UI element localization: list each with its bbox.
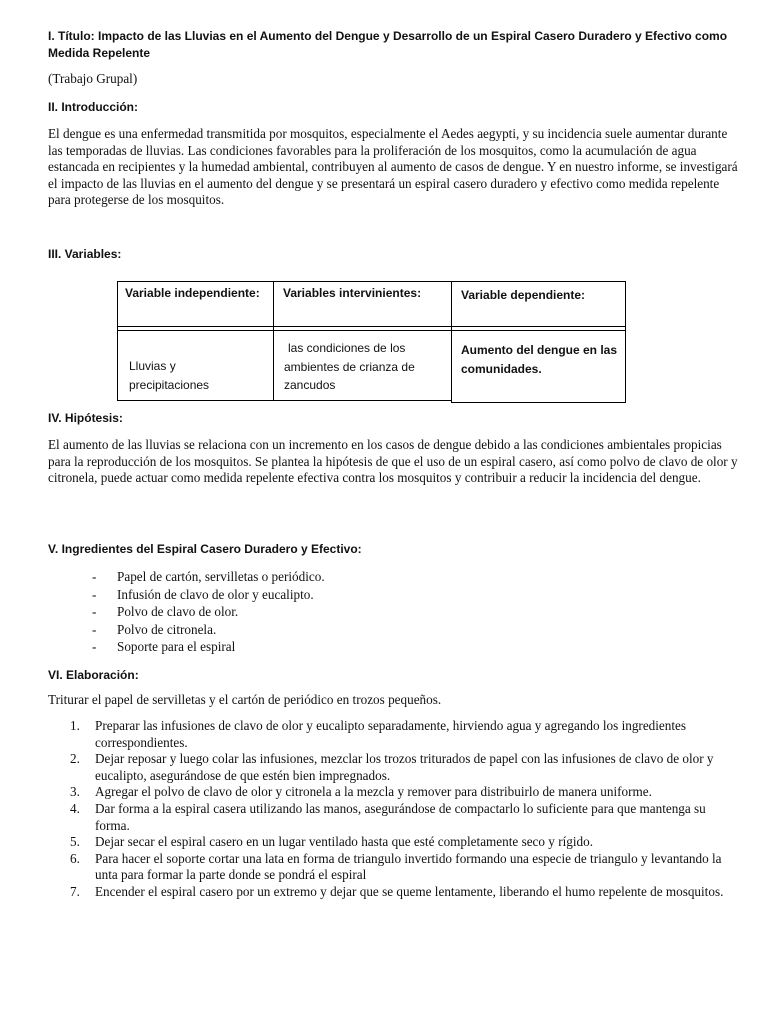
list-item — [70, 718, 740, 751]
step-number: 7. — [70, 883, 80, 899]
step-text: Agregar el polvo de clavo de olor y citronela a la mezcla y remover para distribuirlo de manera uniforme. — [95, 784, 652, 800]
step-text: Encender el espiral casero por un extremo y dejar que se queme lentamente, liberando el humo repelente de mosquitos. — [95, 883, 724, 899]
list-item — [70, 784, 740, 801]
list-item — [70, 834, 740, 851]
step-text: Preparar las infusiones de clavo de olor y eucalipto separadamente, hirviendo agua y agregando los ingredientes correspondientes. — [95, 718, 687, 750]
document-title: I. Título: Impacto de las Lluvias en el Aumento del Dengue y Desarrollo de un Espiral Casero Duradero y Efectivo como Medida Repelente — [48, 29, 728, 60]
ingredients-heading: V. Ingredientes del Espiral Casero Duradero y Efectivo: — [48, 542, 362, 556]
table-border-bottom-right — [452, 402, 626, 403]
table-value-independent: Lluvias y precipitaciones — [129, 359, 210, 392]
list-item — [70, 884, 740, 901]
step-number: 3. — [70, 784, 80, 800]
elaboration-intro: Triturar el papel de servilletas y el cartón de periódico en trozos pequeños. — [48, 692, 442, 707]
table-border-top — [117, 281, 626, 282]
elaboration-heading: VI. Elaboración: — [48, 668, 139, 682]
list-item — [92, 621, 712, 639]
list-item — [92, 638, 712, 656]
step-number: 5. — [70, 834, 80, 850]
variables-table — [117, 281, 626, 403]
list-item-text: Infusión de clavo de olor y eucalipto. — [117, 586, 314, 602]
table-border-mid-upper — [117, 326, 626, 327]
bullet-dash: - — [92, 569, 97, 584]
list-item — [70, 751, 740, 784]
list-item-text: Papel de cartón, servilletas o periódico. — [117, 569, 325, 584]
step-number: 4. — [70, 800, 80, 816]
list-item — [92, 586, 712, 604]
list-item — [92, 568, 712, 586]
step-number: 6. — [70, 850, 80, 866]
list-item-text: Polvo de clavo de olor. — [117, 604, 239, 619]
introduction-heading: II. Introducción: — [48, 100, 138, 114]
table-border-right — [625, 281, 626, 403]
table-border-col1 — [273, 281, 274, 401]
bullet-dash: - — [92, 586, 97, 602]
table-value-dependent: Aumento del dengue en las comunidades. — [461, 343, 618, 376]
bullet-dash: - — [92, 604, 97, 619]
ingredients-list — [92, 568, 712, 656]
table-value-intervening: las condiciones de los ambientes de crianza de zancudos — [284, 341, 415, 392]
step-text: Dejar reposar y luego colar las infusiones, mezclar los trozos triturados de papel con las infusiones de clavo de olor y eucalipto, asegurándose de que estén bien impregnados. — [95, 751, 714, 783]
list-item — [70, 801, 740, 834]
bullet-dash: - — [92, 621, 97, 637]
table-border-bottom-left — [117, 400, 452, 401]
list-item-text: Soporte para el espiral — [117, 639, 236, 654]
table-header-dependent: Variable dependiente: — [461, 288, 586, 302]
variables-heading: III. Variables: — [48, 247, 122, 261]
elaboration-steps — [70, 718, 740, 901]
table-border-col2 — [451, 281, 452, 403]
bullet-dash: - — [92, 639, 97, 654]
document-subtitle: (Trabajo Grupal) — [48, 71, 138, 86]
table-header-intervening: Variables intervinientes: — [283, 286, 422, 300]
list-item-text: Polvo de citronela. — [117, 621, 217, 637]
list-item — [92, 603, 712, 621]
step-number: 2. — [70, 751, 80, 767]
step-text: Para hacer el soporte cortar una lata en forma de triangulo invertido formando una especie de triangulo y levantando la unta para formar la parte donde se pondrá el espiral — [95, 850, 722, 883]
step-text: Dejar secar el espiral casero en un lugar ventilado hasta que esté completamente seco y rígido. — [95, 834, 593, 850]
table-border-mid-lower — [117, 330, 626, 331]
hypothesis-heading: IV. Hipótesis: — [48, 411, 123, 425]
step-number: 1. — [70, 718, 80, 733]
table-header-independent: Variable independiente: — [125, 286, 260, 300]
hypothesis-paragraph: El aumento de las lluvias se relaciona con un incremento en los casos de dengue debido a las condiciones ambientales propicias para la reproducción de los mosquitos. Se plantea la hipótesis de que el uso de un espiral casero, así como polvo de clavo de olor y citronela, puede actuar como medida repelente efectiva contra los mosquitos y contribuir a reducir la incidencia del dengue. — [48, 437, 738, 485]
table-border-left — [117, 281, 118, 401]
list-item — [70, 851, 740, 884]
introduction-paragraph: El dengue es una enfermedad transmitida por mosquitos, especialmente el Aedes aegypti, y su incidencia suele aumentar durante las temporadas de lluvias. Las condiciones favorables para la proliferación de los mosquitos, como la acumulación de agua estancada en recipientes y la humedad ambiental, contribuyen al aumento de casos de dengue. Y en nuestro informe, se investigará el impacto de las lluvias en el aumento del dengue y se presentará un espiral casero duradero y efectivo como medida repelente para protegerse de los mosquitos. — [48, 126, 738, 207]
step-text: Dar forma a la espiral casera utilizando las manos, asegurándose de compactarlo lo suficiente para que mantenga su forma. — [95, 800, 706, 833]
